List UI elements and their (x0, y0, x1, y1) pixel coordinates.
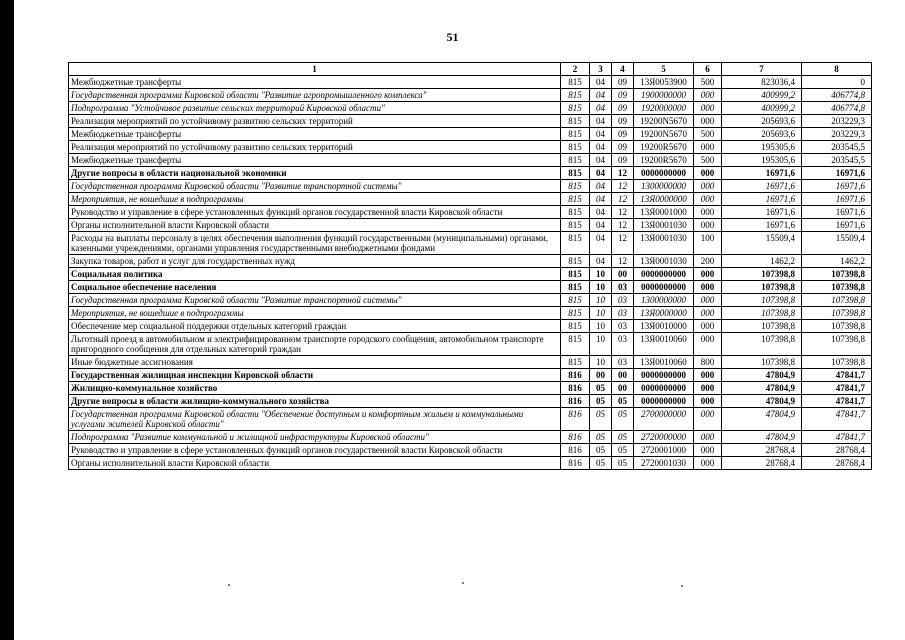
scan-left-edge (0, 0, 14, 640)
expense-type: 000 (694, 294, 722, 307)
ministry-code: 815 (561, 115, 590, 128)
table-row (69, 333, 872, 356)
ministry-code: 815 (561, 89, 590, 102)
expense-type: 000 (694, 333, 722, 356)
section-code: 00 (590, 369, 612, 382)
subsection-code: 05 (612, 457, 634, 470)
table-row (69, 431, 872, 444)
ministry-code: 815 (561, 193, 590, 206)
row-label: Межбюджетные трансферты (69, 76, 561, 89)
expense-type: 800 (694, 356, 722, 369)
amount-year-2: 28768,4 (802, 444, 872, 457)
table-row (69, 193, 872, 206)
amount-year-2: 47841,7 (802, 369, 872, 382)
amount-year-2: 16971,6 (802, 193, 872, 206)
target-article: 0000000000 (634, 369, 694, 382)
amount-year-1: 107398,8 (722, 281, 802, 294)
subsection-code: 09 (612, 128, 634, 141)
amount-year-1: 195305,6 (722, 154, 802, 167)
ministry-code: 815 (561, 141, 590, 154)
table-row (69, 76, 872, 89)
column-header: 6 (694, 63, 722, 76)
amount-year-1: 28768,4 (722, 457, 802, 470)
section-code: 04 (590, 180, 612, 193)
row-label: Государственная программа Кировской области "Развитие транспортной системы" (69, 180, 561, 193)
section-code: 10 (590, 268, 612, 281)
amount-year-2: 47841,7 (802, 408, 872, 431)
ministry-code: 815 (561, 232, 590, 255)
column-header: 2 (561, 63, 590, 76)
table-header-row (69, 63, 872, 76)
section-code: 04 (590, 232, 612, 255)
subsection-code: 05 (612, 408, 634, 431)
subsection-code: 09 (612, 76, 634, 89)
amount-year-2: 1462,2 (802, 255, 872, 268)
amount-year-2: 16971,6 (802, 180, 872, 193)
subsection-code: 09 (612, 154, 634, 167)
table-row (69, 356, 872, 369)
table-row (69, 141, 872, 154)
amount-year-2: 0 (802, 76, 872, 89)
amount-year-2: 203229,3 (802, 128, 872, 141)
subsection-code: 09 (612, 102, 634, 115)
amount-year-1: 205693,6 (722, 128, 802, 141)
section-code: 05 (590, 382, 612, 395)
target-article: 13Я0010060 (634, 356, 694, 369)
row-label: Иные бюджетные ассигнования (69, 356, 561, 369)
expense-type: 000 (694, 180, 722, 193)
target-article: 1300000000 (634, 180, 694, 193)
subsection-code: 03 (612, 320, 634, 333)
amount-year-1: 16971,6 (722, 193, 802, 206)
section-code: 04 (590, 128, 612, 141)
column-header: 7 (722, 63, 802, 76)
amount-year-2: 16971,6 (802, 219, 872, 232)
subsection-code: 05 (612, 444, 634, 457)
amount-year-2: 47841,7 (802, 395, 872, 408)
target-article: 13Я0001030 (634, 232, 694, 255)
subsection-code: 03 (612, 307, 634, 320)
expense-type: 100 (694, 232, 722, 255)
amount-year-1: 1462,2 (722, 255, 802, 268)
ministry-code: 815 (561, 154, 590, 167)
row-label: Другие вопросы в области жилищно-коммунального хозяйства (69, 395, 561, 408)
column-header: 3 (590, 63, 612, 76)
table-row (69, 128, 872, 141)
section-code: 05 (590, 444, 612, 457)
section-code: 10 (590, 307, 612, 320)
section-code: 04 (590, 115, 612, 128)
table-row (69, 294, 872, 307)
expense-type: 000 (694, 320, 722, 333)
section-code: 05 (590, 408, 612, 431)
expense-type: 000 (694, 431, 722, 444)
expense-type: 000 (694, 141, 722, 154)
table-row (69, 408, 872, 431)
amount-year-1: 16971,6 (722, 206, 802, 219)
section-code: 10 (590, 294, 612, 307)
section-code: 04 (590, 193, 612, 206)
ministry-code: 815 (561, 307, 590, 320)
table-row (69, 444, 872, 457)
section-code: 04 (590, 89, 612, 102)
expense-type: 000 (694, 206, 722, 219)
section-code: 10 (590, 333, 612, 356)
subsection-code: 03 (612, 356, 634, 369)
subsection-code: 00 (612, 369, 634, 382)
ministry-code: 815 (561, 206, 590, 219)
amount-year-2: 47841,7 (802, 382, 872, 395)
amount-year-2: 16971,6 (802, 167, 872, 180)
ministry-code: 816 (561, 395, 590, 408)
subsection-code: 12 (612, 167, 634, 180)
ministry-code: 815 (561, 255, 590, 268)
amount-year-1: 16971,6 (722, 219, 802, 232)
subsection-code: 00 (612, 382, 634, 395)
target-article: 0000000000 (634, 167, 694, 180)
target-article: 19200N5670 (634, 128, 694, 141)
ministry-code: 815 (561, 76, 590, 89)
subsection-code: 09 (612, 89, 634, 102)
subsection-code: 03 (612, 333, 634, 356)
amount-year-1: 107398,8 (722, 268, 802, 281)
target-article: 13Я0000000 (634, 193, 694, 206)
expense-type: 500 (694, 128, 722, 141)
amount-year-2: 203229,3 (802, 115, 872, 128)
amount-year-2: 47841,7 (802, 431, 872, 444)
ministry-code: 816 (561, 431, 590, 444)
ministry-code: 815 (561, 102, 590, 115)
row-label: Государственная программа Кировской области "Развитие транспортной системы" (69, 294, 561, 307)
section-code: 05 (590, 431, 612, 444)
section-code: 04 (590, 76, 612, 89)
amount-year-2: 15509,4 (802, 232, 872, 255)
expense-type: 000 (694, 115, 722, 128)
section-code: 10 (590, 320, 612, 333)
amount-year-1: 205693,6 (722, 115, 802, 128)
ministry-code: 815 (561, 167, 590, 180)
target-article: 2720001000 (634, 444, 694, 457)
row-label: Жилищно-коммунальное хозяйство (69, 382, 561, 395)
amount-year-1: 107398,8 (722, 320, 802, 333)
expense-type: 000 (694, 369, 722, 382)
amount-year-1: 15509,4 (722, 232, 802, 255)
subsection-code: 12 (612, 180, 634, 193)
ministry-code: 816 (561, 408, 590, 431)
amount-year-1: 107398,8 (722, 294, 802, 307)
section-code: 04 (590, 167, 612, 180)
row-label: Государственная программа Кировской области "Развитие агропромышленного комплекса" (69, 89, 561, 102)
ministry-code: 815 (561, 219, 590, 232)
subsection-code: 12 (612, 219, 634, 232)
section-code: 04 (590, 219, 612, 232)
amount-year-1: 47804,9 (722, 369, 802, 382)
target-article: 13Я0001030 (634, 255, 694, 268)
amount-year-1: 47804,9 (722, 431, 802, 444)
column-header: 5 (634, 63, 694, 76)
section-code: 04 (590, 206, 612, 219)
row-label: Подпрограмма "Развитие коммунальной и жилищной инфраструктуры Кировской области" (69, 431, 561, 444)
ministry-code: 815 (561, 320, 590, 333)
row-label: Другие вопросы в области национальной экономики (69, 167, 561, 180)
subsection-code: 12 (612, 255, 634, 268)
target-article: 0000000000 (634, 382, 694, 395)
table-row (69, 102, 872, 115)
expense-type: 200 (694, 255, 722, 268)
subsection-code: 12 (612, 206, 634, 219)
amount-year-1: 400999,2 (722, 89, 802, 102)
target-article: 13Я0001030 (634, 219, 694, 232)
table-row (69, 395, 872, 408)
table-row (69, 89, 872, 102)
target-article: 13Я0000000 (634, 307, 694, 320)
scan-speck (681, 585, 683, 587)
amount-year-2: 107398,8 (802, 294, 872, 307)
section-code: 10 (590, 356, 612, 369)
row-label: Льготный проезд в автомобильном и электрифицированном транспорте городского сообщения, автомобильном транспорте пригородного сообщения для отдельных категорий граждан (69, 333, 561, 356)
amount-year-2: 203545,5 (802, 154, 872, 167)
expense-type: 000 (694, 268, 722, 281)
row-label: Социальная политика (69, 268, 561, 281)
expense-type: 000 (694, 382, 722, 395)
amount-year-1: 16971,6 (722, 167, 802, 180)
row-label: Межбюджетные трансферты (69, 128, 561, 141)
section-code: 04 (590, 154, 612, 167)
expense-type: 000 (694, 408, 722, 431)
subsection-code: 09 (612, 141, 634, 154)
amount-year-2: 107398,8 (802, 268, 872, 281)
target-article: 2720001030 (634, 457, 694, 470)
row-label: Межбюджетные трансферты (69, 154, 561, 167)
row-label: Реализация мероприятий по устойчивому развитию сельских территорий (69, 115, 561, 128)
table-row (69, 206, 872, 219)
amount-year-2: 406774,8 (802, 102, 872, 115)
section-code: 04 (590, 102, 612, 115)
table-row (69, 180, 872, 193)
row-label: Социальное обеспечение населения (69, 281, 561, 294)
row-label: Обеспечение мер социальной поддержки отдельных категорий граждан (69, 320, 561, 333)
table-row (69, 281, 872, 294)
expense-type: 000 (694, 219, 722, 232)
row-label: Государственная программа Кировской области "Обеспечение доступным и комфортным жильем и коммунальными услугами жителей Кировской области" (69, 408, 561, 431)
subsection-code: 12 (612, 232, 634, 255)
ministry-code: 815 (561, 180, 590, 193)
column-header: 4 (612, 63, 634, 76)
table-row (69, 167, 872, 180)
section-code: 04 (590, 255, 612, 268)
budget-table (68, 62, 872, 470)
amount-year-1: 400999,2 (722, 102, 802, 115)
section-code: 04 (590, 141, 612, 154)
row-label: Органы исполнительной власти Кировской области (69, 457, 561, 470)
column-header: 1 (69, 63, 561, 76)
table-row (69, 320, 872, 333)
target-article: 19200N5670 (634, 115, 694, 128)
target-article: 19200R5670 (634, 154, 694, 167)
expense-type: 000 (694, 457, 722, 470)
expense-type: 000 (694, 444, 722, 457)
ministry-code: 815 (561, 128, 590, 141)
ministry-code: 816 (561, 369, 590, 382)
target-article: 13Я0010000 (634, 320, 694, 333)
target-article: 0000000000 (634, 268, 694, 281)
expense-type: 000 (694, 167, 722, 180)
amount-year-1: 107398,8 (722, 333, 802, 356)
table-row (69, 232, 872, 255)
subsection-code: 12 (612, 193, 634, 206)
amount-year-2: 107398,8 (802, 281, 872, 294)
ministry-code: 816 (561, 382, 590, 395)
ministry-code: 816 (561, 444, 590, 457)
table-row (69, 255, 872, 268)
expense-type: 000 (694, 102, 722, 115)
target-article: 2700000000 (634, 408, 694, 431)
table-row (69, 268, 872, 281)
amount-year-2: 107398,8 (802, 320, 872, 333)
subsection-code: 03 (612, 281, 634, 294)
target-article: 13Я0053900 (634, 76, 694, 89)
section-code: 05 (590, 395, 612, 408)
ministry-code: 815 (561, 268, 590, 281)
subsection-code: 03 (612, 294, 634, 307)
scan-speck (462, 582, 464, 584)
ministry-code: 815 (561, 281, 590, 294)
table-row (69, 154, 872, 167)
amount-year-2: 406774,8 (802, 89, 872, 102)
subsection-code: 05 (612, 395, 634, 408)
ministry-code: 816 (561, 457, 590, 470)
row-label: Расходы на выплаты персоналу в целях обеспечения выполнения функций государственными (муниципальными) органами, казенными учреждениями, органами управления государственными внебюджетными фондами (69, 232, 561, 255)
expense-type: 500 (694, 76, 722, 89)
subsection-code: 09 (612, 115, 634, 128)
target-article: 0000000000 (634, 281, 694, 294)
row-label: Мероприятия, не вошедшие в подпрограммы (69, 193, 561, 206)
amount-year-1: 823036,4 (722, 76, 802, 89)
target-article: 2720000000 (634, 431, 694, 444)
column-header: 8 (802, 63, 872, 76)
target-article: 13Я0001000 (634, 206, 694, 219)
row-label: Государственная жилищная инспекция Кировской области (69, 369, 561, 382)
amount-year-1: 16971,6 (722, 180, 802, 193)
amount-year-1: 107398,8 (722, 307, 802, 320)
amount-year-2: 16971,6 (802, 206, 872, 219)
row-label: Руководство и управление в сфере установленных функций органов государственной власти Кировской области (69, 206, 561, 219)
amount-year-2: 28768,4 (802, 457, 872, 470)
expense-type: 000 (694, 395, 722, 408)
table-row (69, 115, 872, 128)
target-article: 1300000000 (634, 294, 694, 307)
row-label: Руководство и управление в сфере установленных функций органов государственной власти Кировской области (69, 444, 561, 457)
amount-year-2: 107398,8 (802, 333, 872, 356)
target-article: 13Я0010060 (634, 333, 694, 356)
row-label: Подпрограмма "Устойчивое развитие сельских территорий Кировской области" (69, 102, 561, 115)
row-label: Реализация мероприятий по устойчивому развитию сельских территорий (69, 141, 561, 154)
amount-year-1: 47804,9 (722, 382, 802, 395)
table-row (69, 219, 872, 232)
amount-year-1: 28768,4 (722, 444, 802, 457)
expense-type: 000 (694, 193, 722, 206)
page-number: 51 (446, 30, 459, 44)
section-code: 05 (590, 457, 612, 470)
amount-year-1: 47804,9 (722, 408, 802, 431)
target-article: 1900000000 (634, 89, 694, 102)
table-row (69, 307, 872, 320)
target-article: 1920000000 (634, 102, 694, 115)
amount-year-2: 203545,5 (802, 141, 872, 154)
amount-year-1: 195305,6 (722, 141, 802, 154)
expense-type: 500 (694, 154, 722, 167)
amount-year-1: 107398,8 (722, 356, 802, 369)
ministry-code: 815 (561, 294, 590, 307)
scan-speck (228, 584, 230, 586)
target-article: 19200R5670 (634, 141, 694, 154)
table-row (69, 369, 872, 382)
row-label: Мероприятия, не вошедшие в подпрограммы (69, 307, 561, 320)
expense-type: 000 (694, 281, 722, 294)
amount-year-1: 47804,9 (722, 395, 802, 408)
section-code: 10 (590, 281, 612, 294)
row-label: Закупка товаров, работ и услуг для государственных нужд (69, 255, 561, 268)
target-article: 0000000000 (634, 395, 694, 408)
expense-type: 000 (694, 307, 722, 320)
amount-year-2: 107398,8 (802, 307, 872, 320)
expense-type: 000 (694, 89, 722, 102)
subsection-code: 00 (612, 268, 634, 281)
subsection-code: 05 (612, 431, 634, 444)
amount-year-2: 107398,8 (802, 356, 872, 369)
ministry-code: 815 (561, 333, 590, 356)
row-label: Органы исполнительной власти Кировской области (69, 219, 561, 232)
table-row (69, 457, 872, 470)
table-row (69, 382, 872, 395)
ministry-code: 815 (561, 356, 590, 369)
